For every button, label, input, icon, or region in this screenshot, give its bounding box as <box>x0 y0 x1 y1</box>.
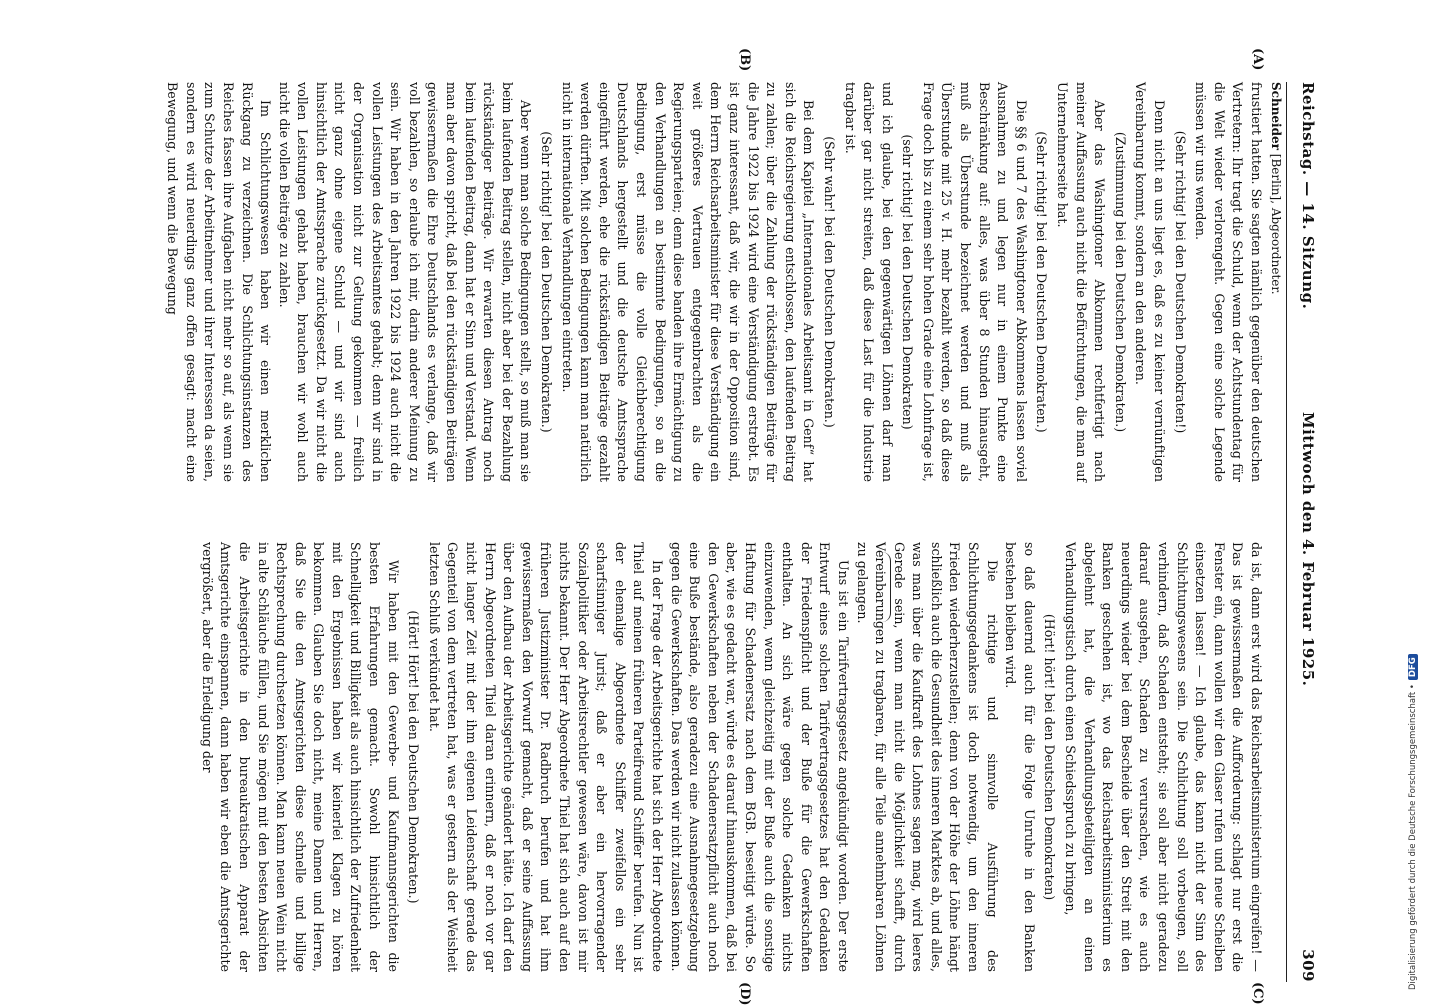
stage-direction: (Hört! hört! bei den Deutschen Demokraten) <box>1042 613 1058 901</box>
paragraph: da ist, dann erst wird das Reichsarbeitsministerium eingreifen! — Das ist gewissermaßen die Aufforderung: schlagt nur erst die Fenster ein, dann wollen wir den Glaser rufen und neue Scheiben einsetzen lassen! — Ich glaube, das kann nicht der Sinn des Schlichtungswesens sein. Die Schlichtung soll vorbeugen, soll verhindern, daß Schaden entsteht; sie soll aber nicht geradezu darauf ausgehen, Schaden zu verursachen, wie es auch neuerdings wieder bei dem Bescheide über den Streit mit den Banken geschehen ist, wo das Reichsarbeitsministerium es abgelehnt hat, die Verhandlungsbeteiligten an einen Verhandlungstisch durch einen Schiedsspruch zu bringen, <box>1063 542 1264 972</box>
digitization-credit <box>1408 654 1418 990</box>
paragraph: Wir haben mit den Gewerbe- und Kaufmannsgerichten die besten Erfahrungen gemacht. Sowohl hinsichtlich der Schnelligkeit und Billigkeit als auch hinsichtlich der Zufriedenheit mit den Ergebnissen haben wir keinerlei Klagen zu hören bekommen. Glauben Sie doch nicht, meine Damen und Herren, daß Sie die den Amtsgerichten diese schnelle und billige Rechtsprechung durchsetzen können. Man kann neuen Wein nicht in alte Schläuche füllen, und Sie mögen mit den besten Absichten die Arbeitsgerichte in den bureaukratischen Apparat der Amtsgerichte einspannen, dann haben wir eben die Amtsgerichte vergrößert, aber die Erledigung der <box>199 542 401 972</box>
paragraph: In der Frage der Arbeitsgerichte hat sich der Herr Abgeordnete Thiel auf meinen früheren Parteifreund Schiffer berufen. Nun ist der ehemalige Abgeordnete Schiffer zweifellos ein sehr scharfsinniger Jurist; daß er aber ein hervorragender Sozialpolitiker oder Arbeitsrechtler gewesen wäre, davon ist mir nichts bekannt. Der Herr Abgeordnete Thiel hat sich auch auf den früheren Justizminister Dr. Radbruch berufen und hat ihm gewissermaßen den Vorwurf gemacht, daß er seine Auffassung über den Aufbau der Arbeitsgerichte geändert hätte. Ich darf den Herrn Abgeordneten Thiel daran erinnern, daß er noch vor gar nicht langer Zeit mit der ihm eigenen Leidenschaft gerade das Gegenteil von dem vertreten hat, was er gestern als der Weisheit letzten Schluß verkündet hat. <box>426 542 665 972</box>
paragraph: Aber wenn man solche Bedingungen stellt, so muß man sie beim laufenden Beitrag stellen, nicht aber bei der Bezahlung rückständiger Beiträge. Wir erwarten diesen Antrag noch beim laufenden Beitrag, dann hat er Sinn und Verstand. Wenn man aber davon spricht, daß bei den rückständigen Beiträgen gewissermaßen die Ehre Deutschlands es verlange, daß wir voll bezahlen, so erlaube ich mir, darin anderer Meinung zu sein. Wir haben in den Jahren 1922 bis 1924 auch nicht die vollen Leistungen des Arbeitsamtes gehabt; denn wir sind in der Organisation nicht zur Geltung gekommen — freilich nicht ganz ohne eigene Schuld — und wir sind auch hinsichtlich der Amtssprache zurückgesetzt. Da wir nicht die vollen Leistungen gehabt haben, brauchen wir wohl auch nicht die vollen Beiträge zu zahlen. <box>276 82 534 482</box>
stage-direction: (Hört! Hört! bei den Deutschen Demokraten.) <box>406 610 422 904</box>
stage-direction: (Zustimmung bei den Deutschen Demokraten.) <box>1112 131 1128 433</box>
speaker-name: Schneider <box>1269 82 1283 150</box>
stage-direction: (Sehr richtig! bei den Deutschen Demokraten.) <box>1034 131 1050 433</box>
paragraph: und ich glaube, bei den gegenwärtigen Löhnen darf man darüber gar nicht streiten, daß diese Last für die Industrie tragbar ist. <box>842 82 895 482</box>
margin-mark-b: (B) <box>737 48 752 72</box>
speaker-line <box>1269 82 1283 295</box>
dfg-logo: DFG <box>1408 654 1418 680</box>
paragraph: Die richtige und sinnvolle Ausführung des Schlichtungsgedankens ist doch notwendig, um den inneren Frieden wiederherzustellen; denn von der Höhe der Löhne hängt schließlich auch die Gesundheit des inneren Marktes ab, und alles, was man über die Kaufkraft des Lohnes sagen mag, wird leeres Gerede sein, wenn man nicht die Möglichkeit schafft, durch Vereinbarungen zu tragbaren, für alle Teile annehmbaren Löhnen zu gelangen. <box>854 542 1000 972</box>
stage-direction: (Sehr wahr! bei den Deutschen Demokraten.) <box>821 136 837 428</box>
header-session: Reichstag. — 14. Sitzung. <box>1299 82 1317 310</box>
margin-mark-d: (D) <box>737 982 752 1006</box>
header-date: Mittwoch den 4. Februar 1925. <box>1299 412 1317 687</box>
running-header <box>1286 82 1327 982</box>
stage-direction: (Sehr richtig! bei den Deutschen Demokraten.) <box>539 131 555 433</box>
paragraph: Bei dem Kapitel „Internationales Arbeitsamt in Genf“ hat sich die Reichsregierung entschlossen, den laufenden Beitrag zu zahlen; über die Zahlung der rückständigen Beiträge für die Jahre 1922 bis 1924 wird eine Verständigung erstrebt. Es ist ganz interessant, daß wir, die wir in der Opposition sind, dem Herrn Reichsarbeitsminister für diese Verständigung ein weit größeres Vertrauen entgegenbrachten als die Regierungsparteien; denn diese banden ihre Ermächtigung zu den Verhandlungen an bestimmte Bedingungen, so an die Bedingung, erst müsse die volle Gleichberechtigung Deutschlands hergestellt und die deutsche Amtssprache eingeführt werden, ehe die rückständigen Beiträge gezahlt werden dürften. Mit solchen Bedingungen kann man natürlich nicht in internationale Verhandlungen eintreten. <box>559 82 817 482</box>
stage-direction: (sehr richtig! bei den Deutschen Demokraten) <box>900 134 916 430</box>
paragraph: Die §§ 6 und 7 des Washingtoner Abkommens lassen soviel Ausnahmen zu und legen nur in einem Punkte eine Beschränkung auf: alles, was über 8 Stunden hinausgeht, muß als Überstunde bezeichnet werden und muß als Überstunde mit 25 v. H. mehr bezahlt werden, so daß diese Frage doch bis zu einem sehr hohen Grade eine Lohnfrage ist, <box>920 82 1029 482</box>
credit-text: Digitalisierung gefördert durch die Deutsche Forschungsgemeinschaft • <box>1408 684 1418 990</box>
stage-direction: (Sehr richtig! bei den Deutschen Demokraten!) <box>1172 130 1188 434</box>
paragraph: Aber das Washingtoner Abkommen rechtfertigt nach meiner Auffassung auch nicht die Befürchtungen, die man auf Unternehmerseite hat. <box>1055 82 1108 482</box>
handwritten-mark <box>882 552 891 622</box>
margin-mark-a: (A) <box>1250 48 1265 71</box>
paragraph: Denn nicht an uns liegt es, daß es zu keiner vernünftigen Vereinbarung kommt, sondern an den anderen. <box>1133 82 1168 482</box>
paragraph: frustiert hatten. Sie sagten nämlich gegenüber den deutschen Vertretern: Ihr tragt die Schuld, wenn der Achtstundentag für die Welt wieder verlorengeht. Gegen eine solche Legende müssen wir uns wenden. <box>1193 82 1264 482</box>
right-column <box>197 542 1265 972</box>
page-number: 309 <box>1299 949 1317 982</box>
margin-mark-c: (C) <box>1250 982 1265 1005</box>
rotated-document-page <box>87 48 1327 1006</box>
paragraph: Im Schlichtungswesen haben wir einen merklichen Rückgang zu verzeichnen. Die Schlichtungsinstanzen des Reiches fassen ihre Aufgaben nicht mehr so auf, als wenn sie zum Schutze der Arbeitnehmer und ihrer Interessen da seien, sondern es wird neuerdings ganz offen gesagt: macht eine Bewegung, und wenn die Bewegung <box>165 82 274 482</box>
paragraph: Uns ist ein Tarifvertragsgesetz angekündigt worden. Der erste Entwurf eines solchen Tarifvertragsgesetzes hat den Gedanken der Friedenspflicht und der Buße für die Gewerkschaften enthalten. An sich wäre gegen solche Gedanken nichts einzuwenden, wenn gleichzeitig mit der Buße auch die sonstige Haftung für Schadenersatz nach dem BGB. beseitigt würde. So aber, wie es gedacht war, würde es darauf hinauskommen, daß bei den Gewerkschaften neben der Schadenersatzpflicht auch noch eine Buße bestände, also geradezu eine Ausnahmegesetzgebung gegen die Gewerkschaften. Das werden wir nicht zulassen können. <box>668 542 851 972</box>
left-column <box>163 82 1265 482</box>
paragraph: so daß dauernd auch für die Folge Unruhe in den Banken bestehen bleiben wird. <box>1003 542 1037 972</box>
speaker-detail: [Berlin], Abgeordneter. <box>1269 149 1283 295</box>
